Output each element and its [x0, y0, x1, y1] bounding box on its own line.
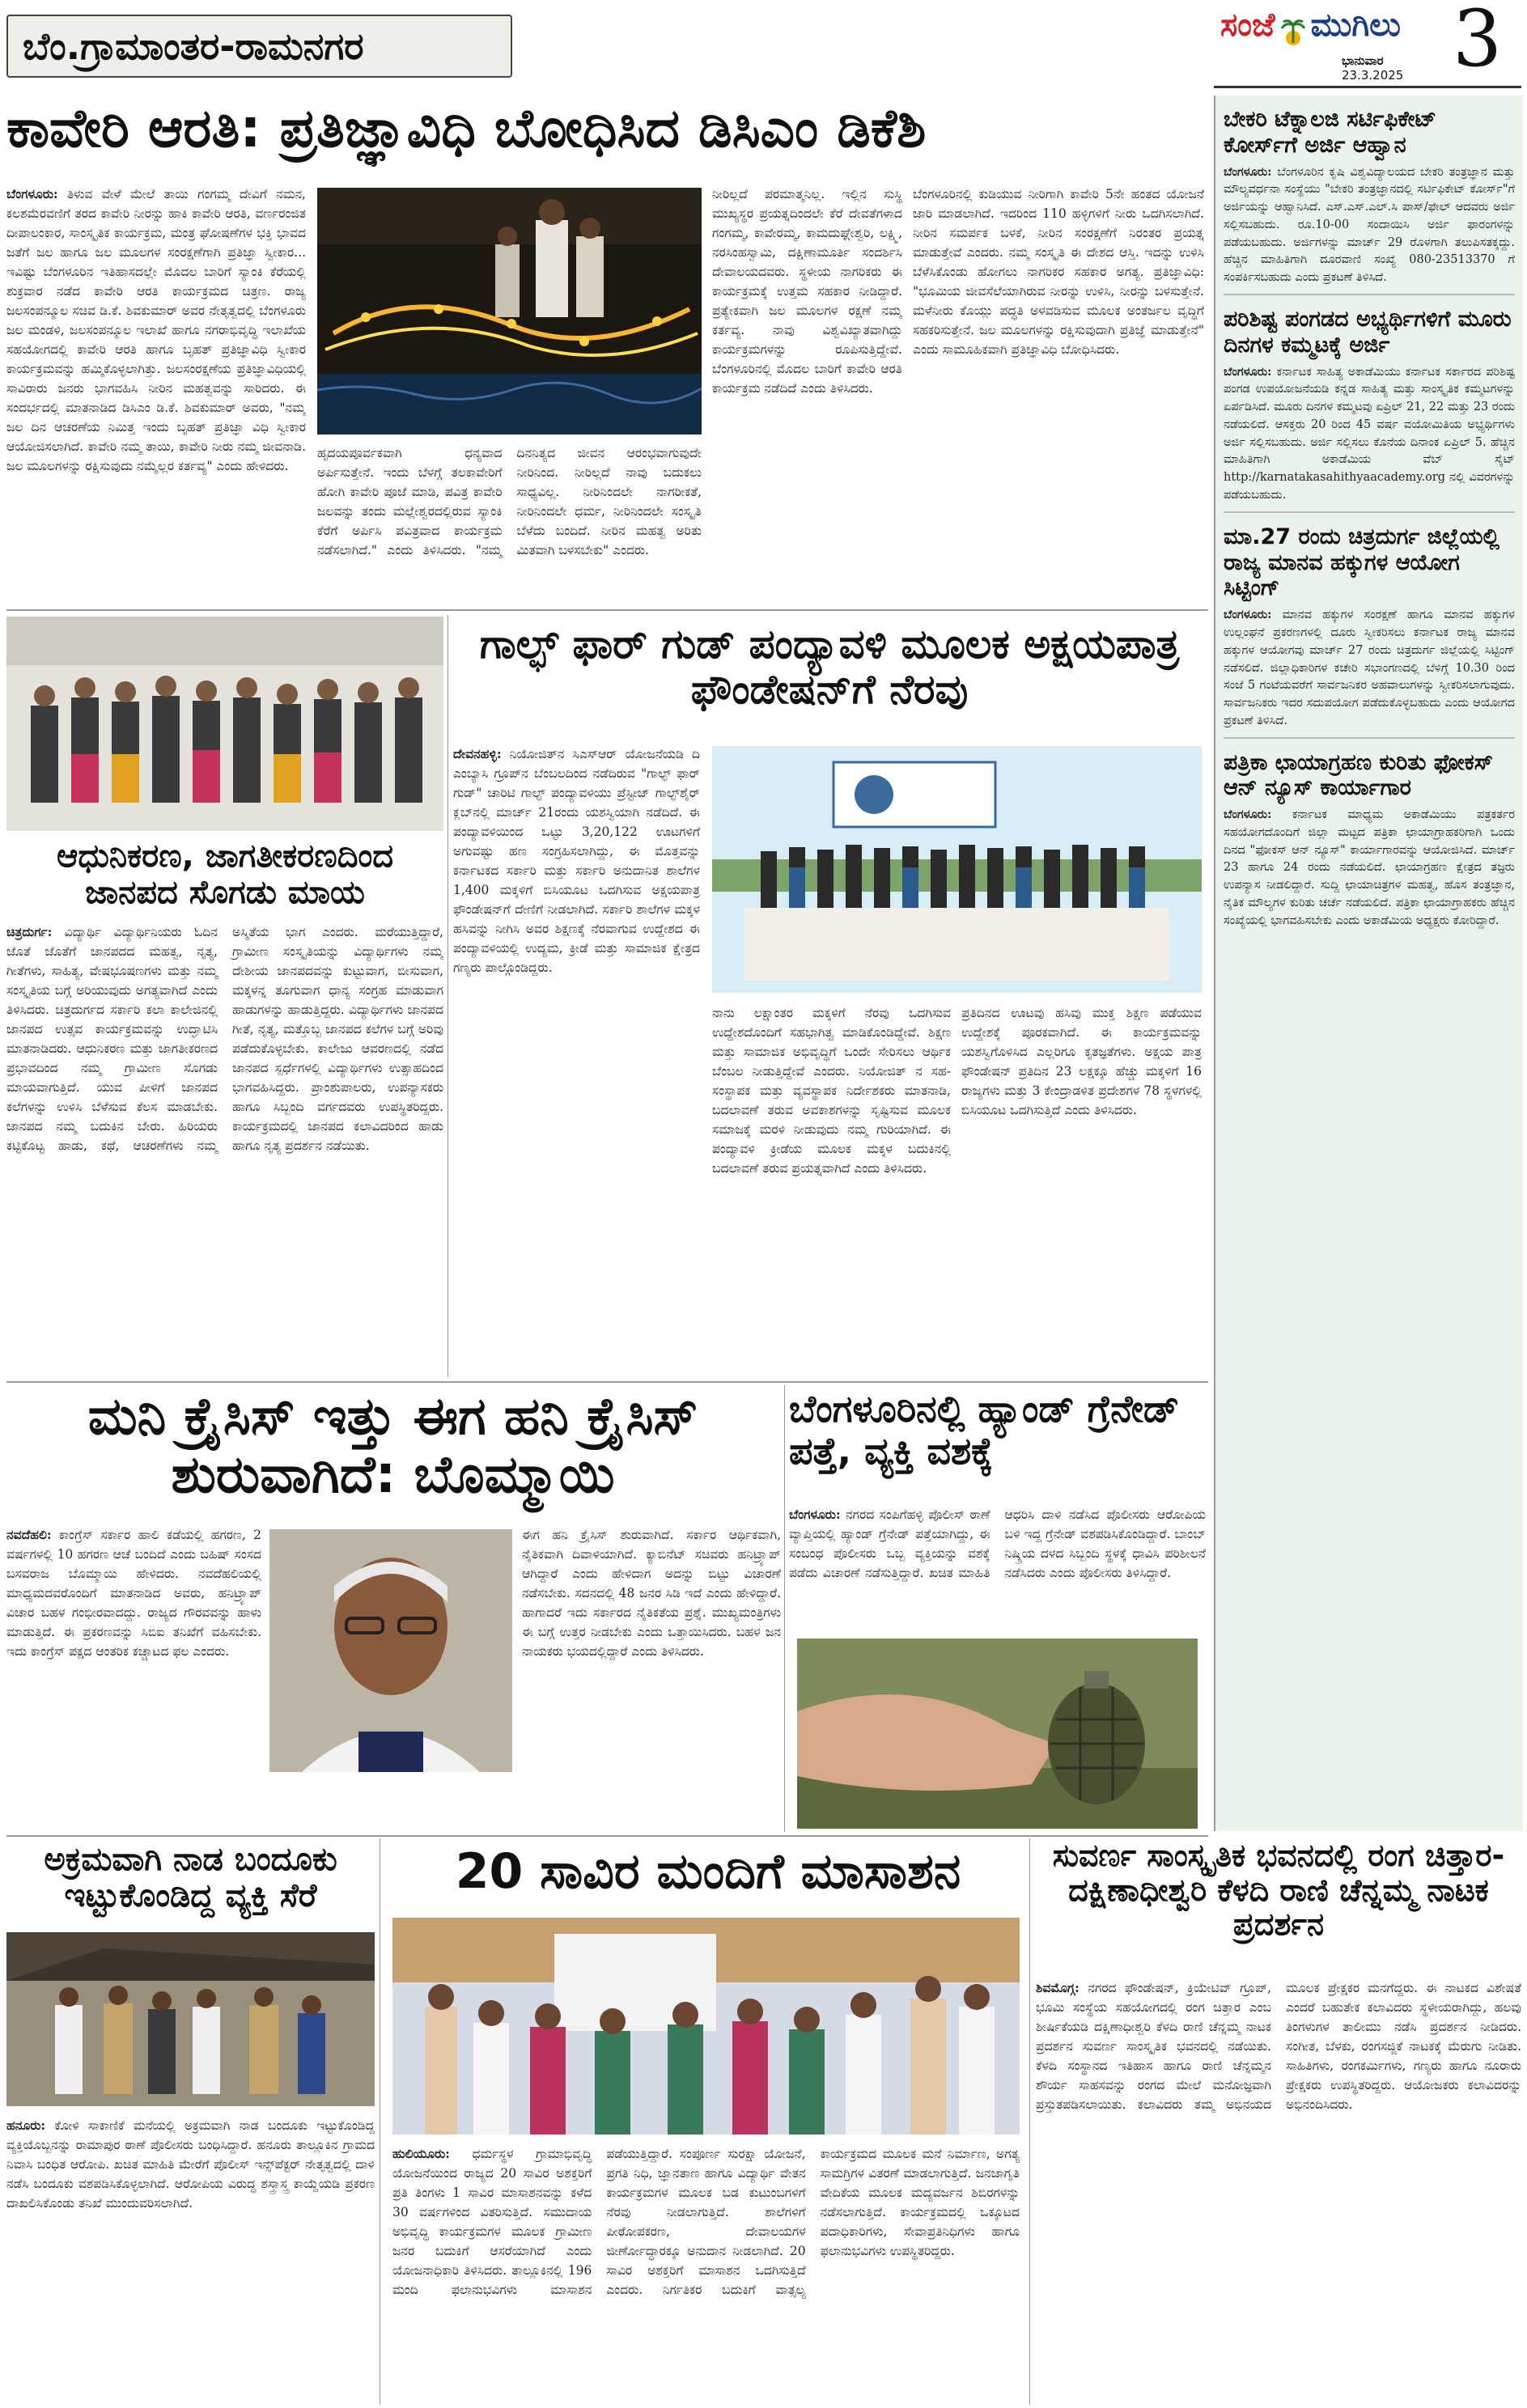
brief4-dateline: ಬೆಂಗಳೂರು: — [1224, 808, 1272, 822]
story7-body — [392, 2144, 1020, 2403]
story3-photo — [6, 617, 443, 831]
story3-text-a: ವಿದ್ಯಾರ್ಥಿ ವಿದ್ಯಾರ್ಥಿನಿಯರು ಓದಿನ ಜೊತೆ ಜೊತೆಗೆ ಜಾನಪದದ ಮಹತ್ವ, ನೃತ್ಯ, ಗೀತೆಗಳು, ಸಾಹಿತ್ಯ, ವೇಷಭೂಷಣಗಳು ಮತ್ತು ನಮ್ಮ ಸಂಸ್ಕೃತಿಯ ಬಗ್ಗೆ ಅರಿಯುವುದು ಅಗತ್ಯವಾಗಿದೆ ಎಂದು ತಿಳಿಸಿದರು. ಚಿತ್ರದುರ್ಗದ ಸರ್ಕಾರಿ ಕಲಾ ಕಾಲೇಜಿನಲ್ಲಿ ಜಾನಪದ ಉತ್ಸವ ಕಾರ್ಯಕ್ರಮವನ್ನು ಉದ್ಘಾಟಿಸಿ ಮಾತನಾಡಿದರು. ಆಧುನಿಕರಣ ಮತ್ತು ಜಾಗತೀಕರಣದ ಪ್ರಭಾವದಿಂದ ನಮ್ಮ ಗ್ರಾಮೀಣ ಸೊಗಡು ಮಾಯವಾಗುತ್ತಿದೆ. ಯುವ ಪೀಳಿಗೆ ಜಾನಪದ ಕಲೆಗಳನ್ನು ಉಳಿಸಿ ಬೆಳೆಸುವ ಕೆಲಸ ಮಾಡಬೇಕು. ಜಾನಪದ ನಮ್ಮ ಬದುಕಿನ ಬೇರು. ಹಿರಿಯರು ಕಟ್ಟಿಕೊಟ್ಟ ಹಾಡು, ಕಥೆ, ಆಚರಣೆಗಳು ನಮ್ಮ ಅಸ್ಮಿತೆಯ ಭಾಗ ಎಂದರು. — [6, 925, 358, 1154]
divider — [6, 1835, 1208, 1837]
divider — [6, 1381, 1208, 1383]
sidebar — [1214, 95, 1523, 1831]
brief2-headline: ಪರಿಶಿಷ್ಟ ಪಂಗಡದ ಅಭ್ಯರ್ಥಿಗಳಿಗೆ ಮೂರು ದಿನಗಳ ಕಮ್ಮಟಕ್ಕೆ ಅರ್ಜಿ — [1224, 306, 1512, 358]
divider — [1224, 294, 1515, 295]
brief3-dateline: ಬೆಂಗಳೂರು: — [1224, 608, 1272, 622]
brief1 — [1224, 102, 1515, 287]
story1-col-c — [712, 184, 902, 605]
story3-text-b: ಮರೆಯುತ್ತಿದ್ದಾರೆ, ಗ್ರಾಮೀಣ ಸಂಸ್ಕೃತಿಯನ್ನು ವಿದ್ಯಾರ್ಥಿಗಳು ನಮ್ಮ ದೇಶೀಯ ಜಾನಪದವನ್ನು ಕುಟ್ಟುವಾಗ, ಬೀಸುವಾಗ, ಮಕ್ಕಳನ್ನ ತೂಗುವಾಗ ಧಾನ್ಯ ಸಂಗ್ರಹ ಮಾಡುವಾಗ ಹಾಡುಗಳನ್ನು ಹಾಡುತ್ತಿದ್ದರು. ವಿದ್ಯಾರ್ಥಿಗಳು ಜಾನಪದ ಗೀತೆ, ನೃತ್ಯ, ಮತ್ತೊಬ್ಬ ಜಾನಪದ ಕಲೆಗಳ ಬಗ್ಗೆ ಅರಿವು ಪಡೆದುಕೊಳ್ಳಬೇಕು. ಕಾಲೇಜು ಆವರಣದಲ್ಲಿ ನಡೆದ ಜಾನಪದ ಸ್ಪರ್ಧೆಗಳಲ್ಲಿ ವಿದ್ಯಾರ್ಥಿಗಳು ಉತ್ಸಾಹದಿಂದ ಭಾಗವಹಿಸಿದ್ದರು. ಪ್ರಾಂಶುಪಾಲರು, ಉಪನ್ಯಾಸಕರು ಹಾಗೂ ಸಿಬ್ಬಂದಿ ವರ್ಗದವರು ಉಪಸ್ಥಿತರಿದ್ದರು. ಕಾರ್ಯಕ್ರಮದಲ್ಲಿ ಜಾನಪದ ಕಲಾವಿದರಿಂದ ಹಾಡು ಹಾಗೂ ನೃತ್ಯ ಪ್ರದರ್ಶನ ನಡೆಯಿತು. — [232, 925, 443, 1154]
brief2-text: ಕರ್ನಾಟಕ ಸಾಹಿತ್ಯ ಅಕಾಡೆಮಿಯು ಕರ್ನಾಟಕ ಸರ್ಕಾರದ ಪರಿಶಿಷ್ಟ ಪಂಗಡ ಉಪಯೋಜನೆಯಡಿ ಕನ್ನಡ ಸಾಹಿತ್ಯ ಮತ್ತು ಸಾಂಸ್ಕೃತಿಕ ಕಮ್ಮಟಗಳನ್ನು ಏರ್ಪಡಿಸಿದೆ. ಮೂರು ದಿನಗಳ ಕಮ್ಮಟವು ಏಪ್ರಿಲ್ 21, 22 ಮತ್ತು 23 ರಂದು ನಡೆಯಲಿದೆ. ಆಸಕ್ತರು 20 ರಿಂದ 45 ವರ್ಷ ವಯೋಮಿತಿಯ ಅಭ್ಯರ್ಥಿಗಳು ಅರ್ಜಿ ಸಲ್ಲಿಸಬಹುದು. ಅರ್ಜಿ ಸಲ್ಲಿಸಲು ಕೊನೆಯ ದಿನಾಂಕ ಏಪ್ರಿಲ್ 5. ಹೆಚ್ಚಿನ ಮಾಹಿತಿಗಾಗಿ ಅಕಾಡೆಮಿಯ ವೆಬ್ ಸೈಟ್ http://karnatakasahithyaacademy.org ನಲ್ಲಿ ವಿವರಗಳನ್ನು ಪಡೆಯಬಹುದು. — [1224, 365, 1516, 502]
brief3 — [1224, 519, 1515, 731]
story8-dateline: ಶಿವಮೊಗ್ಗ: — [1036, 1980, 1080, 1995]
story1-col-a — [6, 184, 306, 605]
divider — [6, 609, 1208, 611]
section-tag-box — [6, 15, 512, 78]
story2-text-b: ನಾನು ಲಕ್ಷಾಂತರ ಮಕ್ಕಳಿಗೆ ನೆರವು ಒದಗಿಸುವ ಉದ್ದೇಶದೊಂದಿಗೆ ಸಹಭಾಗಿತ್ವ ಮಾಡಿಕೊಂಡಿದ್ದೇವೆ. ಶಿಕ್ಷಣ ಮತ್ತು ಸಾಮಾಜಿಕ ಅಭಿವೃದ್ಧಿಗೆ ಒಂದೇ ಸೇರಿಸಲು ಆರ್ಥಿಕ ಬೆಂಬಲ ನೀಡುತ್ತಿದ್ದೇವೆ ಎಂದರು. ನಿಯೋಜಿತ್ ನ ಸಹ-ಸಂಸ್ಥಾಪಕ ಮತ್ತು ವ್ಯವಸ್ಥಾಪಕ ನಿರ್ದೇಶಕರು ಮಾತನಾಡಿ, ಬದಲಾವಣೆ ತರುವ ಅವಕಾಶಗಳನ್ನು ಸೃಷ್ಟಿಸುವ ಮೂಲಕ ಸಮಾಜಕ್ಕೆ ಮರಳಿ ನೀಡುವುದು ನಮ್ಮ ಗುರಿಯಾಗಿದೆ. ಈ ಪಂದ್ಯಾವಳಿ ಕ್ರೀಡೆಯ ಮೂಲಕ ಮಕ್ಕಳ ಬದುಕಿನಲ್ಲಿ ಬದಲಾವಣೆ ತರುವ ಪ್ರಯತ್ನವಾಗಿದೆ ಎಂದು ತಿಳಿಸಿದರು. — [712, 1006, 951, 1176]
brief2-dateline: ಬೆಂಗಳೂರು: — [1224, 364, 1272, 379]
brief1-headline: ಬೇಕರಿ ಟೆಕ್ನಾಲಜಿ ಸರ್ಟಿಫಿಕೇಟ್ ಕೋರ್ಸ್‌ಗೆ ಅರ್ಜಿ ಆಹ್ವಾನ — [1224, 107, 1436, 158]
story2-col-b — [712, 1003, 951, 1376]
brand-part1: ಸಂಜೆ — [1220, 6, 1275, 44]
story1-col-d — [913, 184, 1204, 605]
brand-part2: ಮುಗಿಲು — [1310, 6, 1401, 44]
brief4 — [1224, 745, 1515, 931]
story1-photo — [317, 188, 702, 435]
brief4-headline: ಪತ್ರಿಕಾ ಛಾಯಾಗ್ರಹಣ ಕುರಿತು ಫೋಕಸ್ ಆನ್ ನ್ಯೂಸ್ ಕಾರ್ಯಾಗಾರ — [1224, 749, 1493, 801]
story2-col-c — [961, 1003, 1202, 1376]
story5-dateline: ಬೆಂಗಳೂರು: — [789, 1507, 841, 1522]
story1-headline: ಕಾವೇರಿ ಆರತಿ: ಪ್ರತಿಜ್ಞಾವಿಧಿ ಬೋಧಿಸಿದ ಡಿಸಿಎಂ ಡಿಕೆಶಿ — [6, 97, 927, 159]
column-rule — [784, 1385, 785, 1832]
story7-dateline: ಹುಲಿಯೂರು: — [392, 2146, 450, 2161]
story7-photo — [392, 1918, 1020, 2135]
story4-col-b — [522, 1525, 781, 1825]
masthead — [0, 0, 1527, 95]
section-tag: ಬೆಂ.ಗ್ರಾಮಾಂತರ-ರಾಮನಗರ — [23, 24, 364, 68]
story1-text-b: ಹೃದಯಪೂರ್ವಕವಾಗಿ ಧನ್ಯವಾದ ಅರ್ಪಿಸುತ್ತೇನೆ. ಇಂದು ಬೆಳಗ್ಗೆ ತಲಕಾವೇರಿಗೆ ಹೋಗಿ ಕಾವೇರಿ ಪೂಜೆ ಮಾಡಿ, ಪವಿತ್ರ ಕಾವೇರಿ ಜಲವನ್ನು ತಂದು ಮಲ್ಲೇಶ್ವರದಲ್ಲಿರುವ ಸ್ಯಾಂಕಿ ಕೆರೆಗೆ ಅರ್ಪಿಸಿ ಪವಿತ್ರವಾದ ಕಾರ್ಯಕ್ರಮ ನಡೆಸಲಾಗಿದೆ." ಎಂದು ತಿಳಿಸಿದರು. "ನಮ್ಮ ದಿನನಿತ್ಯದ ಜೀವನ ಆರಂಭವಾಗುವುದೇ ನೀರಿನಿಂದ. ನೀರಿಲ್ಲದೆ ನಾವು ಬದುಕಲು ಸಾಧ್ಯವಿಲ್ಲ. ನೀರಿನಿಂದಲೇ ನಾಗರೀಕತೆ, ನೀರಿನಿಂದಲೇ ಧರ್ಮ, ನೀರಿನಿಂದಲೇ ಸಂಸ್ಕೃತಿ ಬೆಳೆದು ಬಂದಿದೆ. ನೀರಿನ ಮಹತ್ವ ಅರಿತು ಮಿತವಾಗಿ ಬಳಸಬೇಕು" ಎಂದರು. — [317, 446, 702, 558]
story6-headline: ಅಕ್ರಮವಾಗಿ ನಾಡ ಬಂದೂಕು ಇಟ್ಟುಕೊಂಡಿದ್ದ ವ್ಯಕ್ತಿ ಸೆರೆ — [44, 1841, 337, 1914]
story4-text-b: ಈಗ ಹನಿ ಕ್ರೈಸಿಸ್ ಶುರುವಾಗಿದೆ. ಸರ್ಕಾರ ಆರ್ಥಿಕವಾಗಿ, ನೈತಿಕವಾಗಿ ದಿವಾಳಿಯಾಗಿದೆ. ಕ್ಯಾಬಿನೆಟ್ ಸಚಿವರು ಹನಿಟ್ರ್ಯಾಪ್ ಆಗಿದ್ದಾರೆ ಎಂದು ಹೇಳಿದಾಗ ಅದನ್ನು ಬಿಟ್ಟು ವಿಚಾರಣೆ ನಡೆಸಬೇಕು. ಸದನದಲ್ಲಿ 48 ಜನರ ಸಿಡಿ ಇದೆ ಎಂದು ಹೇಳಿದ್ದಾರೆ. ಹಾಗಾದರೆ ಇದು ಸರ್ಕಾರದ ನೈತಿಕತೆಯ ಪ್ರಶ್ನೆ. ಮುಖ್ಯಮಂತ್ರಿಗಳು ಈ ಬಗ್ಗೆ ಉತ್ತರ ನೀಡಬೇಕು ಎಂದು ಒತ್ತಾಯಿಸಿದರು. ಬಹಳ ಜನ ನಾಯಕರು ಭಯದಲ್ಲಿದ್ದಾರೆ ಎಂದು ತಿಳಿಸಿದರು. — [522, 1528, 781, 1660]
story4-photo — [269, 1529, 512, 1772]
story4-headline: ಮನಿ ಕ್ರೈಸಿಸ್ ಇತ್ತು ಈಗ ಹನಿ ಕ್ರೈಸಿಸ್ ಶುರುವಾಗಿದೆ: ಬೊಮ್ಮಾಯಿ — [87, 1387, 698, 1505]
brief4-text: ಕರ್ನಾಟಕ ಮಾಧ್ಯಮ ಅಕಾಡೆಮಿಯು ಪತ್ರಕರ್ತರ ಸಹಯೋಗದೊಂದಿಗೆ ಜಿಲ್ಲಾ ಮಟ್ಟದ ಪತ್ರಿಕಾ ಛಾಯಾಗ್ರಾಹಕರಿಗಾಗಿ ಒಂದು ದಿನದ "ಫೋಕಸ್ ಆನ್ ನ್ಯೂಸ್" ಕಾರ್ಯಾಗಾರವನ್ನು ಆಯೋಜಿಸಿದೆ. ಮಾರ್ಚ್ 23 ಹಾಗೂ 24 ರಂದು ನಡೆಯಲಿದೆ. ಛಾಯಾಗ್ರಹಣ ಕ್ಷೇತ್ರದ ತಜ್ಞರು ಉಪನ್ಯಾಸ ನೀಡಲಿದ್ದಾರೆ. ಸುದ್ದಿ ಛಾಯಾಚಿತ್ರಗಳ ಮಹತ್ವ, ಹೊಸ ತಂತ್ರಜ್ಞಾನ, ನೈತಿಕ ಮೌಲ್ಯಗಳ ಕುರಿತು ಚರ್ಚೆ ನಡೆಯಲಿದೆ. ಪತ್ರಿಕಾ ಛಾಯಾಗ್ರಾಹಕರು ಹೆಚ್ಚಿನ ಸಂಖ್ಯೆಯಲ್ಲಿ ಭಾಗವಹಿಸಬೇಕು ಎಂದು ಅಕಾಡೆಮಿಯ ಅಧ್ಯಕ್ಷರು ಕೋರಿದ್ದಾರೆ. — [1224, 808, 1516, 927]
story4-text-a: ಕಾಂಗ್ರೆಸ್ ಸರ್ಕಾರ ಹಾಲಿ ಕಡೆಯಲ್ಲಿ ಹಗರಣ, 2 ವರ್ಷಗಳಲ್ಲಿ 10 ಹಗರಣ ಆಚೆ ಬಂದಿದೆ ಎಂದು ಬಹಿಷ್ ಸಂಸದ ಬಸವರಾಜ ಬೊಮ್ಮಾಯಿ ಹೇಳಿದರು. ನವದೆಹಲಿಯಲ್ಲಿ ಮಾಧ್ಯಮದವರೊಂದಿಗೆ ಮಾತನಾಡಿದ ಅವರು, ಹನಿಟ್ರ್ಯಾಪ್ ವಿಚಾರ ಬಹಳ ಗಂಭೀರವಾದದ್ದು. ರಾಜ್ಯದ ಗೌರವವನ್ನು ಹಾಳು ಮಾಡುತ್ತಿದೆ. ಈ ಪ್ರಕರಣವನ್ನು ಸಿಬಿಐ ತನಿಖೆಗೆ ವಹಿಸಬೇಕು. ಇದು ಕಾಂಗ್ರೆಸ್ ಪಕ್ಷದ ಆಂತರಿಕ ಕಚ್ಚಾಟದ ಫಲ ಎಂದರು. — [6, 1528, 261, 1660]
politician-portrait-image — [269, 1529, 512, 1772]
palm-icon — [1279, 19, 1307, 46]
police-arrest-image — [6, 1932, 375, 2106]
story2-headline: ಗಾಲ್ಫ್ ಫಾರ್ ಗುಡ್ ಪಂದ್ಯಾವಳಿ ಮೂಲಕ ಅಕ್ಷಯಪಾತ್ರ ಫೌಂಡೇಷನ್‌ಗೆ ನೆರವು — [479, 621, 1180, 713]
story5-headline: ಬೆಂಗಳೂರಿನಲ್ಲಿ ಹ್ಯಾಂಡ್ ಗ್ರೆನೇಡ್ ಪತ್ತೆ, ವ್ಯಕ್ತಿ ವಶಕ್ಕೆ — [789, 1387, 1180, 1473]
story4-col-a — [6, 1525, 261, 1825]
column-rule — [1029, 1838, 1030, 2405]
masthead-rule — [1214, 86, 1521, 88]
story4-dateline: ನವದೆಹಲಿ: — [6, 1527, 52, 1542]
story2-dateline: ದೇವನಹಳ್ಳಿ: — [453, 746, 502, 761]
story7-text-b: ಸಂಪೂರ್ಣ ಸುರಕ್ಷಾ ಯೋಜನೆ, ಪ್ರಗತಿ ನಿಧಿ, ಜ್ಞಾನತಾಣ ಹಾಗೂ ವಿದ್ಯಾರ್ಥಿ ವೇತನ ಕಾರ್ಯಕ್ರಮಗಳ ಮೂಲಕ ಬಡ ಕುಟುಂಬಗಳಿಗೆ ನೆರವು ನೀಡಲಾಗುತ್ತಿದೆ. ಶಾಲೆಗಳಿಗೆ ಪೀಠೋಪಕರಣ, ದೇವಾಲಯಗಳ ಜೀರ್ಣೋದ್ಧಾರಕ್ಕೂ ಅನುದಾನ ನೀಡಲಾಗಿದೆ. 20 ಸಾವಿರ ಅಶಕ್ತರಿಗೆ ಮಾಸಾಶನ ಒದಗಿಸುತ್ತಿದೆ ಎಂದರು. — [606, 2147, 806, 2298]
divider — [1224, 511, 1515, 513]
hand-grenade-image — [797, 1639, 1198, 1829]
brief3-text: ಮಾನವ ಹಕ್ಕುಗಳ ಸಂರಕ್ಷಣೆ ಹಾಗೂ ಮಾನವ ಹಕ್ಕುಗಳ ಉಲ್ಲಂಘನೆ ಪ್ರಕರಣಗಳಲ್ಲಿ ದೂರು ಸ್ವೀಕರಿಸಲು ಕರ್ನಾಟಕ ರಾಜ್ಯ ಮಾನವ ಹಕ್ಕುಗಳ ಆಯೋಗವು ಮಾರ್ಚ್ 27 ರಂದು ಚಿತ್ರದುರ್ಗ ಜಿಲ್ಲೆಯಲ್ಲಿ ಸಿಟ್ಟಿಂಗ್ ನಡೆಸಲಿದೆ. ಜಿಲ್ಲಾಧಿಕಾರಿಗಳ ಕಚೇರಿ ಸಭಾಂಗಣದಲ್ಲಿ ಬೆಳಿಗ್ಗೆ 10.30 ರಿಂದ ಸಂಜೆ 5 ಗಂಟೆಯವರೆಗೆ ಸಾರ್ವಜನಿಕರ ಅಹವಾಲುಗಳನ್ನು ಸ್ವೀಕರಿಸಲಾಗುವುದು. ಸಾರ್ವಜನಿಕರು ಇದರ ಸದುಪಯೋಗ ಪಡೆದುಕೊಳ್ಳಬಹುದು ಎಂದು ಆಯೋಗದ ಪ್ರಕಟಣೆ ತಿಳಿಸಿದೆ. — [1224, 608, 1516, 727]
story8-text-a: ನಗರದ ಫೌಂಡೇಷನ್, ಕ್ರಿಯೇಟಿವ್ ಗ್ರೂಪ್, ಭೂಮಿ ಸಂಸ್ಥೆಯ ಸಹಯೋಗದಲ್ಲಿ ರಂಗ ಚಿತ್ತಾರ ಎಂಬ ಶೀರ್ಷಿಕೆಯಡಿ ದಕ್ಷಿಣಾಧೀಶ್ವರಿ ಕೆಳದಿ ರಾಣಿ ಚೆನ್ನಮ್ಮ ನಾಟಕ ಪ್ರದರ್ಶನ ಸುವರ್ಣ ಸಾಂಸ್ಕೃತಿಕ ಭವನದಲ್ಲಿ ನಡೆಯಿತು. ಕೆಳದಿ ಸಂಸ್ಥಾನದ ಇತಿಹಾಸ ಹಾಗೂ ರಾಣಿ ಚೆನ್ನಮ್ಮನ ಶೌರ್ಯ ಸಾಹಸವನ್ನು ರಂಗದ ಮೇಲೆ ಮನೋಜ್ಞವಾಗಿ ಪ್ರಸ್ತುತಪಡಿಸಲಾಯಿತು. ಕಲಾವಿದರು ತಮ್ಮ ಅಭಿನಯದ ಮೂಲಕ ಪ್ರೇಕ್ಷಕರ ಮನಗೆದ್ದರು. — [1036, 1981, 1419, 2113]
story2-photo — [712, 746, 1202, 993]
story6-text-a: ಕೋಳಿ ಸಾಕಾಣಿಕೆ ಮನೆಯಲ್ಲಿ ಅಕ್ರಮವಾಗಿ ನಾಡ ಬಂದೂಕು ಇಟ್ಟುಕೊಂಡಿದ್ದ ವ್ಯಕ್ತಿಯೊಬ್ಬನನ್ನು ರಾಮಾಪುರ ಠಾಣೆ ಪೊಲೀಸರು ಬಂಧಿಸಿದ್ದಾರೆ. ಹನೂರು ತಾಲ್ಲೂಕಿನ ಗ್ರಾಮದ ನಿವಾಸಿ ಬಂಧಿತ ಆರೋಪಿ. ಖಚಿತ ಮಾಹಿತಿ ಮೇರೆಗೆ ಪೊಲೀಸ್ ಇನ್ಸ್‌ಪೆಕ್ಟರ್ ನೇತೃತ್ವದಲ್ಲಿ ದಾಳಿ ನಡೆಸಿ ಬಂದೂಕು ವಶಪಡಿಸಿಕೊಳ್ಳಲಾಗಿದೆ. ಆರೋಪಿಯ ವಿರುದ್ಧ ಶಸ್ತ್ರಾಸ್ತ್ರ ಕಾಯ್ದೆಯಡಿ ಪ್ರಕರಣ ದಾಖಲಿಸಿಕೊಂಡು ತನಿಖೆ ಮುಂದುವರಿಸಲಾಗಿದೆ. — [6, 2118, 375, 2211]
story6-dateline: ಹನೂರು: — [6, 2118, 46, 2133]
story8-text-b: ಈ ನಾಟಕದ ವಿಶೇಷತೆ ಎಂದರೆ ಬಹುತೇಕ ಕಲಾವಿದರು ಸ್ಥಳೀಯರಾಗಿದ್ದು, ಹಲವು ತಿಂಗಳುಗಳ ತಾಲೀಮು ನಡೆಸಿ ಪ್ರದರ್ಶನ ನೀಡಿದರು. ಸಂಗೀತ, ಬೆಳಕು, ರಂಗಸಜ್ಜಿಕೆ ನಾಟಕಕ್ಕೆ ಮೆರುಗು ನೀಡಿತು. ಸಾಹಿತಿಗಳು, ರಂಗಕರ್ಮಿಗಳು, ಗಣ್ಯರು ಹಾಗೂ ನೂರಾರು ಪ್ರೇಕ್ಷಕರು ಉಪಸ್ಥಿತರಿದ್ದರು. ಆಯೋಜಕರು ಕಲಾವಿದರನ್ನು ಅಭಿನಂದಿಸಿದರು. — [1286, 1981, 1521, 2113]
story1-col-b — [317, 443, 702, 605]
golf-event-image — [712, 746, 1202, 993]
story8-body — [1036, 1978, 1521, 2403]
brand-logo — [1220, 6, 1447, 83]
story3-body — [6, 922, 443, 1376]
brief1-text: ಬೆಂಗಳೂರಿನ ಕೃಷಿ ವಿಶ್ವವಿದ್ಯಾಲಯದ ಬೇಕರಿ ತಂತ್ರಜ್ಞಾನ ಮತ್ತು ಮೌಲ್ಯವರ್ಧನಾ ಸಂಸ್ಥೆಯು "ಬೇಕರಿ ತಂತ್ರಜ್ಞಾನದಲ್ಲಿ ಸರ್ಟಿಫಿಕೇಟ್ ಕೋರ್ಸ್"ಗೆ ಅರ್ಜಿಯನ್ನು ಆಹ್ವಾನಿಸಿದೆ. ಎಸ್.ಎಸ್.ಎಲ್.ಸಿ ಪಾಸ್/ಫೇಲ್ ಆದವರು ಅರ್ಜಿ ಸಲ್ಲಿಸಬಹುದು. ರೂ.10-00 ಸಂದಾಯಿಸಿ ಅರ್ಜಿ ಫಾರಂಗಳನ್ನು ಪಡೆಯಬಹುದು. ಅರ್ಜಿಗಳನ್ನು ಮಾರ್ಚ್ 29 ರೊಳಗಾಗಿ ತಲುಪಿಸತಕ್ಕದ್ದು. ಹೆಚ್ಚಿನ ಮಾಹಿತಿಗಾಗಿ ದೂರವಾಣಿ ಸಂಖ್ಯೆ 080-23513370 ಗೆ ಸಂಪರ್ಕಿಸಬಹುದು ಎಂದು ಪ್ರಕಟಣೆ ತಿಳಿಸಿದೆ. — [1224, 165, 1515, 285]
story7-headline: 20 ಸಾವಿರ ಮಂದಿಗೆ ಮಾಸಾಶನ — [455, 1843, 961, 1900]
aarti-ceremony-image — [317, 188, 702, 435]
folk-group-image — [6, 617, 443, 831]
story6-body — [6, 2116, 375, 2403]
brief3-headline: ಮಾ.27 ರಂದು ಚಿತ್ರದುರ್ಗ ಜಿಲ್ಲೆಯಲ್ಲಿ ರಾಜ್ಯ ಮಾನವ ಹಕ್ಕುಗಳ ಆಯೋಗ ಸಿಟ್ಟಿಂಗ್ — [1224, 524, 1499, 601]
story1-text-c: ನೀರಿಲ್ಲದೆ ಪರಮಾತ್ಮನಿಲ್ಲ. ಇಲ್ಲಿನ ಸುಸ್ಥಿ ಮುಖ್ಯಸ್ಥರ ಪ್ರಯತ್ನದಿಂದಲೇ ಕೆರೆ ದೇವತೆಗಳಾದ ಗಂಗಮ್ಮ, ಕಾವೇರಮ್ಮ, ಕಾಮದುಘ್ಗೇಶ್ವರಿ, ಲಕ್ಷ್ಮಿ, ನರಸಿಂಹಸ್ವಾಮಿ, ದಕ್ಷಿಣಾಮೂರ್ತಿ ಸಂದರ್ಶಿಸಿ ದೇವಾಲಯದವರು. ಸ್ಥಳೀಯ ನಾಗರಿಕರು ಈ ಕಾರ್ಯಕ್ರಮಕ್ಕೆ ಉತ್ತಮ ಸಹಕಾರ ನೀಡಿದ್ದಾರೆ. ಪ್ರತ್ಯೇಕವಾಗಿ ಜಲ ಮೂಲಗಳ ರಕ್ಷಣೆ ನಮ್ಮ ಕರ್ತವ್ಯ. ನಾವು ವಿಶ್ವವಿಖ್ಯಾತವಾಗಿದ್ದು ಕಾರ್ಯಕ್ರಮಗಳನ್ನು ರೂಪಿಸುತ್ತಿದ್ದೇವೆ. ಬೆಂಗಳೂರಿನಲ್ಲಿ ಮೊದಲ ಬಾರಿಗೆ ಕಾವೇರಿ ಆರತಿ ಕಾರ್ಯಕ್ರಮ ನಡೆದಿದೆ ಎಂದು ತಿಳಿಸಿದರು. — [712, 187, 902, 396]
issue-date: 23.3.2025 — [1342, 68, 1404, 83]
story1-text-a: ತಿಳುವ ವೇಳೆ ಮೇಲೆ ತಾಯಿ ಗಂಗಮ್ಮ ದೇವಿಗೆ ನಮನ, ಕಲಶಮೆರವಣಿಗೆ ತರದ ಕಾವೇರಿ ನೀರನ್ನು ಹಾಕಿ ಕಾವೇರಿ ಆರತಿ, ವರ್ಣರಂಜಿತ ದೀಪಾಲಂಕಾರ, ಸಾಂಸ್ಕೃತಿಕ ಕಾರ್ಯಕ್ರಮ, ಮಂತ್ರ ಘೋಷಣೆಗಳ ಭಕ್ತಿ ಭಾವದ ಜತೆಗೆ ಜಲ ಹಾಗೂ ಜಲ ಮೂಲಗಳ ಸಂರಕ್ಷಣೆಗಾಗಿ ಪ್ರತಿಜ್ಞಾ ಸ್ವೀಕಾರ... ಇವಿಷ್ಟು ಬೆಂಗಳೂರಿನ ಇತಿಹಾಸದಲ್ಲೇ ಮೊದಲ ಬಾರಿಗೆ ಸ್ಯಾಂಕಿ ಕೆರೆಯಲ್ಲಿ ಶುಕ್ರವಾರ ನಡೆದ ಕಾವೇರಿ ಆರತಿ ಕಾರ್ಯಕ್ರಮದ ಚಿತ್ರಣ. ರಾಜ್ಯ ಜಲಸಂಪನ್ಮೂಲ ಸಚಿವ ಡಿ.ಕೆ. ಶಿವಕುಮಾರ್ ಅವರ ನೇತೃತ್ವದಲ್ಲಿ ಬೆಂಗಳೂರು ಜಲ ಮಂಡಳಿ, ಜಲಸಂಪನ್ಮೂಲ ಇಲಾಖೆ ಹಾಗೂ ನಗರಾಭಿವೃದ್ಧಿ ಇಲಾಖೆಯ ಸಹಯೋಗದಲ್ಲಿ ಕಾವೇರಿ ಆರತಿ ಹಾಗೂ ಬೃಹತ್ ಪ್ರತಿಜ್ಞಾವಿಧಿ ಸ್ವೀಕಾರ ಕಾರ್ಯಕ್ರಮವನ್ನು ಹಮ್ಮಿಕೊಳ್ಳಲಾಗಿತ್ತು. ಜಲಸಂರಕ್ಷಣೆಯ ಪ್ರತಿಜ್ಞಾವಿಧಿಯಲ್ಲಿ ಸಾವಿರಾರು ಜನರು ಭಾಗವಹಿಸಿ ನೀರಿನ ಮಹತ್ವವನ್ನು ಸಾರಿದರು. ಈ ಸಂದರ್ಭದಲ್ಲಿ ಮಾತನಾಡಿದ ಡಿಸಿಎಂ ಡಿ.ಕೆ. ಶಿವಕುಮಾರ್ ಅವರು, "ನಮ್ಮ ಜಲ ದಿನ ಆಚರಣೆಯ ನಿಮಿತ್ತ ಇಂದು ಬೃಹತ್ ಪ್ರತಿಜ್ಞಾ ವಿಧಿ ಸ್ವೀಕಾರ ಆಯೋಜಿಸಲಾಗಿದೆ. ಕಾವೇರಿ ನಮ್ಮ ತಾಯಿ, ಕಾವೇರಿ ನೀರು ನಮ್ಮ ಜೀವನಾಡಿ. ಜಲ ಮೂಲಗಳನ್ನು ರಕ್ಷಿಸುವುದು ನಮ್ಮೆಲ್ಲರ ಕರ್ತವ್ಯ" ಎಂದು ಹೇಳಿದರು. — [6, 187, 306, 474]
story1-text-d: ಬೆಂಗಳೂರಿನಲ್ಲಿ ಕುಡಿಯುವ ನೀರಿಗಾಗಿ ಕಾವೇರಿ 5ನೇ ಹಂತದ ಯೋಜನೆ ಜಾರಿ ಮಾಡಲಾಗಿದೆ. ಇದರಿಂದ 110 ಹಳ್ಳಿಗಳಿಗೆ ನೀರು ಒದಗಿಸಲಾಗಿದೆ. ನೀರಿನ ಸಮರ್ಪಕ ಬಳಕೆ, ನೀರಿನ ಸಂರಕ್ಷಣೆಗೆ ನಿರಂತರ ಪ್ರಯತ್ನ ಮಾಡುತ್ತೇವೆ ಎಂದರು. ನಮ್ಮ ಸಂಸ್ಕೃತಿ ಈ ದೇಶದ ಆಸ್ತಿ. ಇದನ್ನು ಉಳಿಸಿ ಬೆಳೆಸಿಕೊಂಡು ಹೋಗಲು ನಾಗರಿಕರ ಸಹಕಾರ ಅಗತ್ಯ. ಪ್ರತಿಜ್ಞಾವಿಧಿ: "ಭೂಮಿಯ ಜೀವಸೆಲೆಯಾಗಿರುವ ನೀರನ್ನು ಉಳಿಸಿ, ನೀರನ್ನು ಬಳಸುತ್ತೇನೆ. ಮಳೆನೀರು ಕೊಯ್ಲು ಪದ್ಧತಿ ಅಳವಡಿಸುವ ಮೂಲಕ ಅಂತರ್ಜಲ ವೃದ್ಧಿಗೆ ಸಹಕರಿಸುತ್ತೇನೆ. ಜಲ ಮೂಲಗಳನ್ನು ರಕ್ಷಿಸುವುದಾಗಿ ಪ್ರತಿಜ್ಞೆ ಮಾಡುತ್ತೇನೆ" ಎಂದು ಸಾಮೂಹಿಕವಾಗಿ ಪ್ರತಿಜ್ಞಾವಿಧಿ ಬೋಧಿಸಿದರು. — [913, 187, 1204, 358]
divider — [1224, 737, 1515, 739]
issue-day: ಭಾನುವಾರ — [1342, 53, 1384, 68]
story6-photo — [6, 1932, 375, 2106]
story8-headline: ಸುವರ್ಣ ಸಾಂಸ್ಕೃತಿಕ ಭವನದಲ್ಲಿ ರಂಗ ಚಿತ್ತಾರ-ದಕ್ಷಿಣಾಧೀಶ್ವರಿ ಕೆಳದಿ ರಾಣಿ ಚೆನ್ನಮ್ಮ ನಾಟಕ ಪ್ರದರ್ಶನ — [1052, 1838, 1505, 1943]
story5-photo — [797, 1639, 1198, 1829]
story7-text-c: ನಿರ್ಗತಿಕರ ಬದುಕಿಗೆ ವಾತ್ಸಲ್ಯ ಕಾರ್ಯಕ್ರಮದ ಮೂಲಕ ಮನೆ ನಿರ್ಮಾಣ, ಅಗತ್ಯ ಸಾಮಗ್ರಿಗಳ ವಿತರಣೆ ಮಾಡಲಾಗುತ್ತಿದೆ. ಜನಜಾಗೃತಿ ವೇದಿಕೆಯ ಮೂಲಕ ಮದ್ಯವರ್ಜನ ಶಿಬಿರಗಳನ್ನು ನಡೆಸಲಾಗುತ್ತಿದೆ. ಕಾರ್ಯಕ್ರಮದಲ್ಲಿ ಒಕ್ಕೂಟದ ಪದಾಧಿಕಾರಿಗಳು, ಸೇವಾಪ್ರತಿನಿಧಿಗಳು ಹಾಗೂ ಫಲಾನುಭವಿಗಳು ಉಪಸ್ಥಿತರಿದ್ದರು. — [662, 2147, 1020, 2298]
story1-dateline: ಬೆಂಗಳೂರು: — [6, 186, 58, 201]
story5-text-a: ನಗರದ ಸಂಪಿಗೆಹಳ್ಳಿ ಪೊಲೀಸ್ ಠಾಣೆ ವ್ಯಾಪ್ತಿಯಲ್ಲಿ ಹ್ಯಾಂಡ್ ಗ್ರೆನೇಡ್ ಪತ್ತೆಯಾಗಿದ್ದು, ಈ ಸಂಬಂಧ ಪೊಲೀಸರು ಒಬ್ಬ ವ್ಯಕ್ತಿಯನ್ನು ವಶಕ್ಕೆ ಪಡೆದು ವಿಚಾರಣೆ ನಡೆಸುತ್ತಿದ್ದಾರೆ. ಖಚಿತ ಮಾಹಿತಿ ಆಧರಿಸಿ ದಾಳಿ ನಡೆಸಿದ ಪೊಲೀಸರು ಆರೋಪಿಯ ಬಳಿ ಇದ್ದ ಗ್ರೆನೇಡ್ ವಶಪಡಿಸಿಕೊಂಡಿದ್ದಾರೆ. ಬಾಂಬ್ ನಿಷ್ಕ್ರಿಯ ದಳದ ಸಿಬ್ಬಂದಿ ಸ್ಥಳಕ್ಕೆ ಧಾವಿಸಿ ಪರಿಶೀಲನೆ ನಡೆಸಿದರು ಎಂದು ಪೊಲೀಸರು ತಿಳಿಸಿದ್ದಾರೆ. — [789, 1507, 1206, 1581]
story7-text-a: ಧರ್ಮಸ್ಥಳ ಗ್ರಾಮಾಭಿವೃದ್ಧಿ ಯೋಜನೆಯಿಂದ ರಾಜ್ಯದ 20 ಸಾವಿರ ಅಶಕ್ತರಿಗೆ ಪ್ರತಿ ತಿಂಗಳು 1 ಸಾವಿರ ಮಾಸಾಶನವನ್ನು ಕಳೆದ 30 ವರ್ಷಗಳಿಂದ ವಿತರಿಸುತ್ತಿದೆ. ಸಮುದಾಯ ಅಭಿವೃದ್ಧಿ ಕಾರ್ಯಕ್ರಮಗಳ ಮೂಲಕ ಗ್ರಾಮೀಣ ಜನರ ಬದುಕಿಗೆ ಆಸರೆಯಾಗಿದೆ ಎಂದು ಯೋಜನಾಧಿಕಾರಿ ತಿಳಿಸಿದರು. ತಾಲ್ಲೂಕಿನಲ್ಲಿ 196 ಮಂದಿ ಫಲಾನುಭವಿಗಳು ಮಾಸಾಶನ ಪಡೆಯುತ್ತಿದ್ದಾರೆ. — [392, 2147, 672, 2298]
story2-col-a — [453, 744, 700, 1376]
story2-text-a: ನಿಯೋಜಿತ್‌ನ ಸಿಎಸ್‌ಆರ್ ಯೋಜನೆಯಡಿ ದಿ ಎಂಬ್ಯಾಸಿ ಗ್ರೂಪ್‌ನ ಬೆಂಬಲದಿಂದ ನಡೆದಿರುವ "ಗಾಲ್ಫ್ ಫಾರ್ ಗುಡ್" ಚಾರಿಟಿ ಗಾಲ್ಫ್ ಪಂದ್ಯಾವಳಿಯು ಪ್ರೆಸ್ಟೀಜ್ ಗಾಲ್ಫ್‌ಶೈರ್ ಕ್ಲಬ್‌ನಲ್ಲಿ ಮಾರ್ಚ್ 21ರಂದು ಯಶಸ್ವಿಯಾಗಿ ನಡೆದಿದೆ. ಈ ಪಂದ್ಯಾವಳಿಯಿಂದ ಒಟ್ಟು 3,20,122 ಊಟಗಳಿಗೆ ಅಗುವಷ್ಟು ಹಣ ಸಂಗ್ರಹಿಸಲಾಗಿದ್ದು, ಈ ಮೊತ್ತವನ್ನು ಕರ್ನಾಟಕದ ಸರ್ಕಾರಿ ಮತ್ತು ಸರ್ಕಾರಿ ಅನುದಾನಿತ ಶಾಲೆಗಳ 1,400 ಮಕ್ಕಳಿಗೆ ಬಿಸಿಯೂಟ ಒದಗಿಸುವ ಅಕ್ಷಯಪಾತ್ರ ಫೌಂಡೇಷನ್‌ಗೆ ದೇಣಿಗೆ ನೀಡಲಾಗಿದೆ. ಸರ್ಕಾರಿ ಶಾಲೆಗಳ ಮಕ್ಕಳ ಹಸಿವನ್ನು ನೀಗಿಸಿ ಅವರ ಶಿಕ್ಷಣಕ್ಕೆ ನೆರವಾಗುವ ಉದ್ದೇಶದ ಈ ಪಂದ್ಯಾವಳಿಯಲ್ಲಿ ಉದ್ಯಮ, ಕ್ರೀಡೆ ಮತ್ತು ಸಾಮಾಜಿಕ ಕ್ಷೇತ್ರದ ಗಣ್ಯರು ಪಾಲ್ಗೊಂಡಿದ್ದರು. — [453, 747, 700, 976]
pension-distribution-image — [392, 1918, 1020, 2135]
story3-dateline: ಚಿತ್ರದುರ್ಗ: — [6, 924, 53, 939]
page-number: 3 — [1453, 0, 1503, 84]
brief1-dateline: ಬೆಂಗಳೂರು: — [1224, 164, 1272, 179]
story5-body — [789, 1505, 1206, 1626]
story2-text-c: ಪ್ರತಿದಿನದ ಊಟವು ಹಸಿವು ಮುಕ್ತ ಶಿಕ್ಷಣ ಪಡೆಯುವ ಉದ್ದೇಶಕ್ಕೆ ಪೂರಕವಾಗಿದೆ. ಈ ಕಾರ್ಯಕ್ರಮವನ್ನು ಯಶಸ್ವಿಗೊಳಿಸಿದ ಎಲ್ಲರಿಗೂ ಕೃತಜ್ಞತೆಗಳು. ಅಕ್ಷಯ ಪಾತ್ರ ಫೌಂಡೇಷನ್ ಪ್ರತಿದಿನ 23 ಲಕ್ಷಕ್ಕೂ ಹೆಚ್ಚು ಮಕ್ಕಳಿಗೆ 16 ರಾಜ್ಯಗಳು ಮತ್ತು 3 ಕೇಂದ್ರಾಡಳಿತ ಪ್ರದೇಶಗಳ 78 ಸ್ಥಳಗಳಲ್ಲಿ ಬಿಸಿಯೂಟ ಒದಗಿಸುತ್ತಿದೆ ಎಂದು ತಿಳಿಸಿದರು. — [961, 1006, 1202, 1118]
story3-headline: ಆಧುನಿಕರಣ, ಜಾಗತೀಕರಣದಿಂದ ಜಾನಪದ ಸೊಗಡು ಮಾಯ — [56, 837, 394, 911]
brief2 — [1224, 302, 1515, 505]
column-rule — [447, 615, 448, 1377]
